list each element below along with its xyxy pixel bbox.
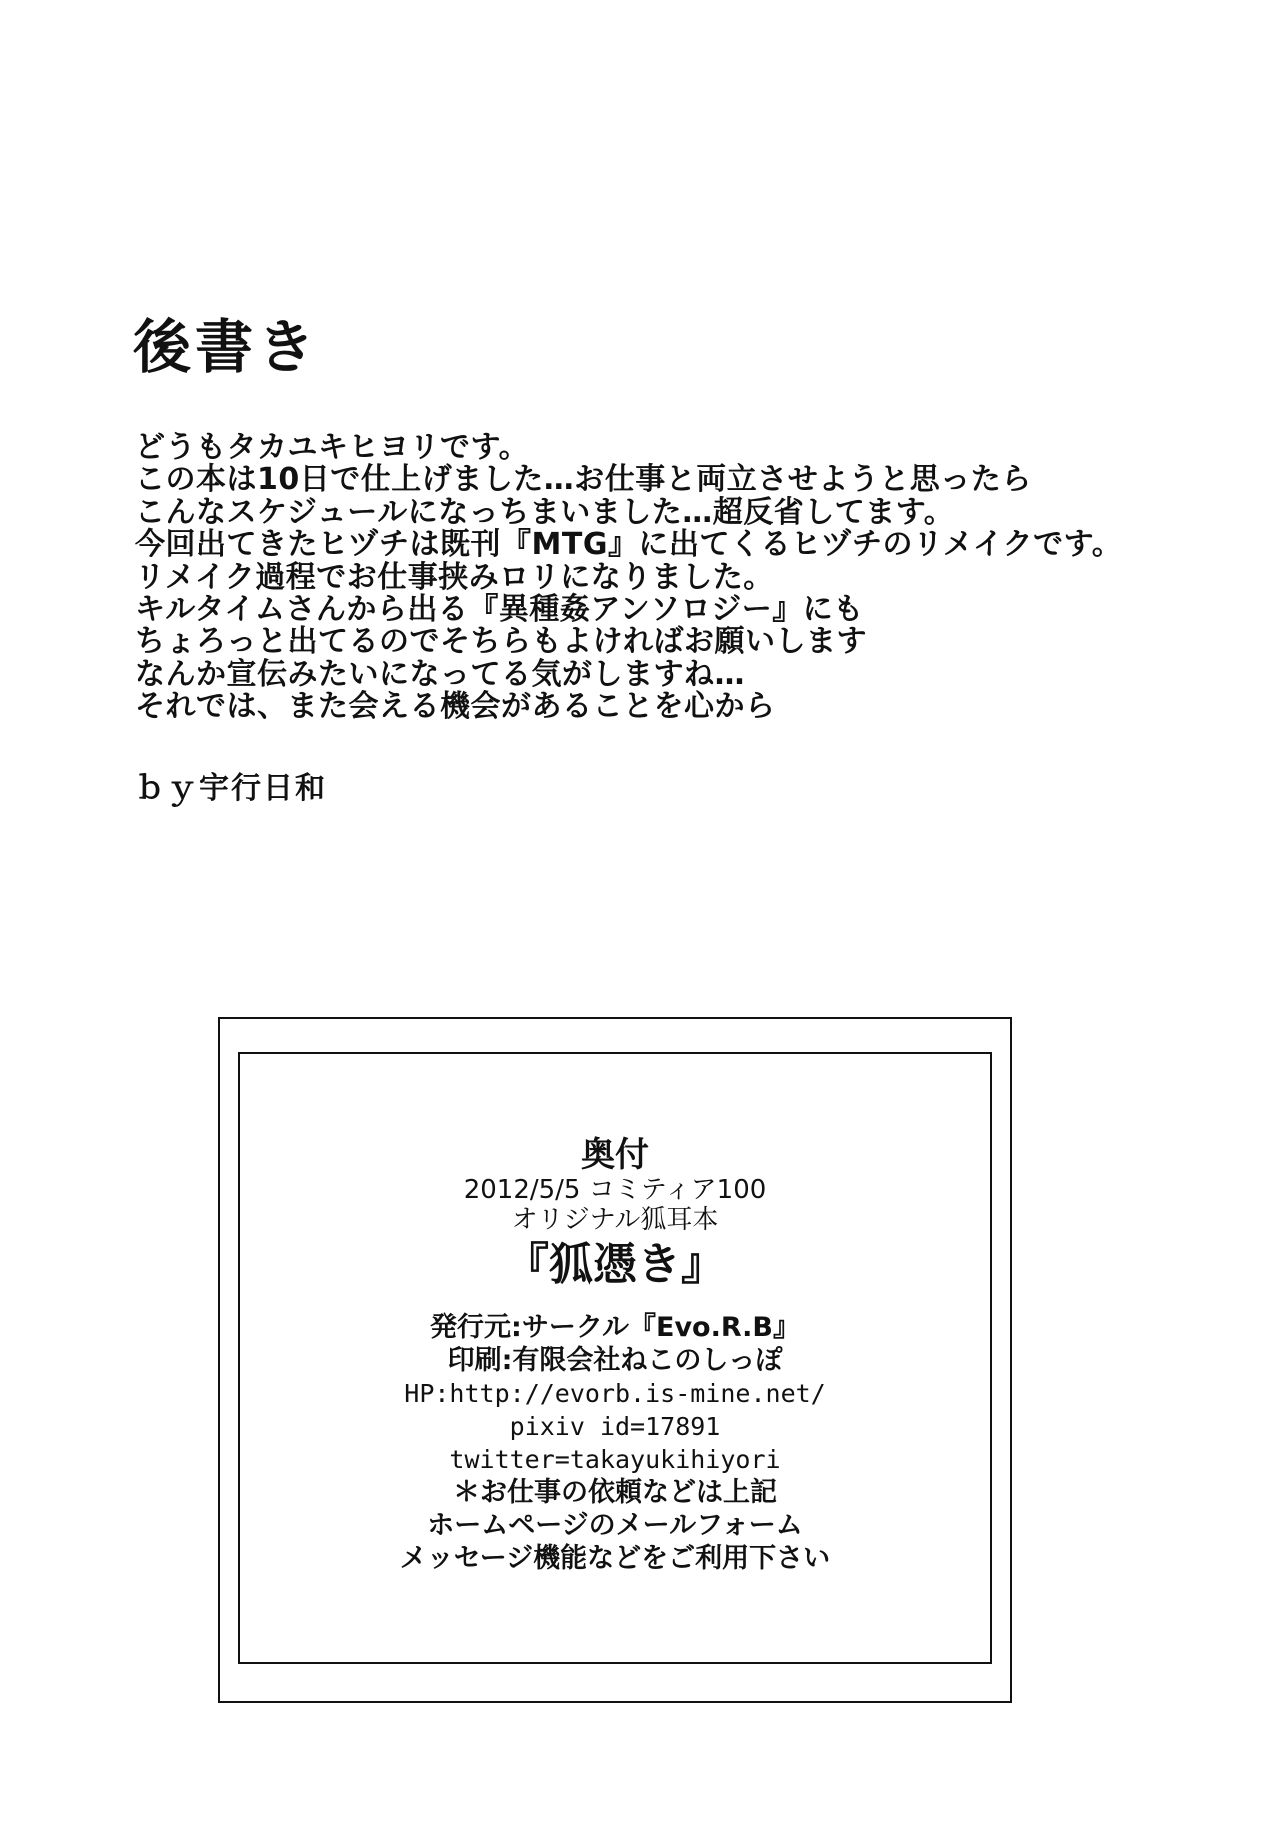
author-signature: ｂｙ宇行日和 xyxy=(135,771,327,806)
afterword-line: それでは、また会える機会があることを心から xyxy=(135,689,776,725)
colophon-note-line: ＊お仕事の依頼などは上記 xyxy=(453,1477,777,1508)
afterword-line: ちょろっと出てるのでそちらもよければお願いします xyxy=(135,624,867,660)
colophon xyxy=(238,1135,992,1575)
afterword-line: どうもタカユキヒヨリです。 xyxy=(135,430,530,465)
colophon-book-title: 『狐憑き』 xyxy=(505,1239,725,1290)
afterword-line: この本は10日で仕上げました…お仕事と両立させようと思ったら xyxy=(135,462,1032,498)
afterword-line: なんか宣伝みたいになってる気がしますね… xyxy=(135,656,745,692)
colophon-pixiv: pixiv id=17891 xyxy=(509,1412,721,1441)
afterword-line: キルタイムさんから出る『異種姦アンソロジー』にも xyxy=(135,591,864,627)
colophon-printer: 印刷:有限会社ねこのしっぽ xyxy=(447,1345,783,1376)
afterword-title: 後書き xyxy=(133,313,320,381)
afterword-line: こんなスケジュールになっちまいました…超反省してます。 xyxy=(135,494,955,530)
colophon-details xyxy=(238,1311,992,1575)
colophon-event: 2012/5/5 コミティア100 xyxy=(463,1175,767,1205)
afterword-line: リメイク過程でお仕事挟みロリになりました。 xyxy=(135,559,774,595)
colophon-note-line: ホームページのメールフォーム xyxy=(427,1510,803,1541)
colophon-publisher: 発行元:サークル『Evo.R.B』 xyxy=(430,1312,800,1343)
colophon-note-line: メッセージ機能などをご利用下さい xyxy=(399,1543,831,1574)
afterword-body xyxy=(135,432,1195,724)
colophon-twitter: twitter=takayukihiyori xyxy=(449,1445,781,1474)
colophon-heading: 奥付 xyxy=(581,1135,649,1175)
afterword-line: 今回出てきたヒヅチは既刊『MTG』に出てくるヒヅチのリメイクです。 xyxy=(135,527,1123,563)
colophon-description: オリジナル狐耳本 xyxy=(511,1205,719,1235)
colophon-homepage: HP:http://evorb.is-mine.net/ xyxy=(404,1379,826,1408)
